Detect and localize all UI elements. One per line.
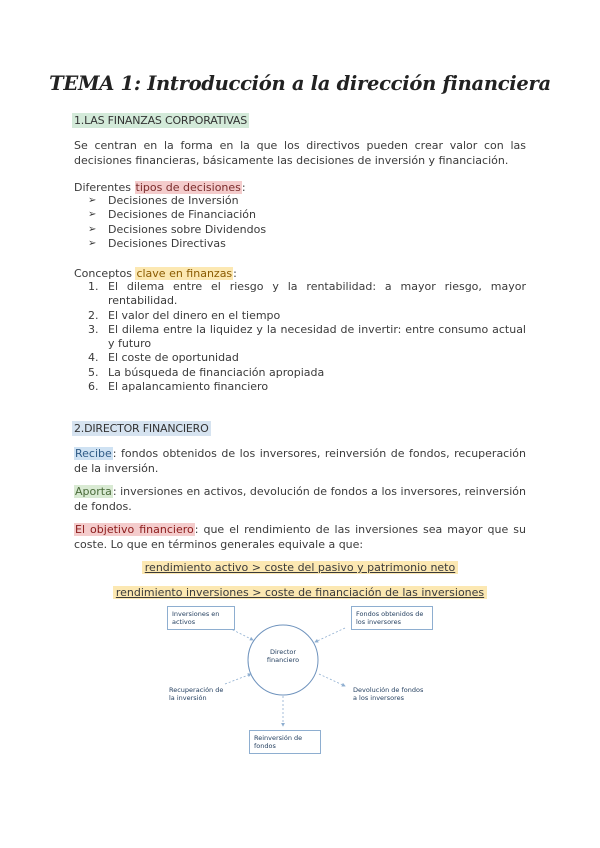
list-item-text: El coste de oportunidad: [108, 351, 239, 365]
list-number: 1.: [88, 280, 99, 293]
arrow-line: [319, 674, 345, 686]
list-number: 2.: [88, 308, 99, 322]
list-number: 6.: [88, 380, 99, 394]
list-item-text: El dilema entre el riesgo y la rentabilidad: a mayor riesgo, mayor rentabilidad.: [108, 280, 526, 308]
list-item: [88, 223, 266, 237]
arrow-bullet-icon: ➢: [88, 195, 97, 206]
list-item: [88, 380, 526, 394]
decisions-lead: [74, 180, 526, 195]
section-heading-director: 2.DIRECTOR FINANCIERO: [74, 422, 209, 435]
director-label-line1: Director: [269, 648, 297, 656]
intro-paragraph: Se centran en la forma en la que los directivos pueden crear valor con las decisiones financieras, básicamente las decisiones de inversión y financiación.: [74, 139, 526, 167]
formula-2: [0, 586, 600, 599]
list-item-text: El apalancamiento financiero: [108, 380, 269, 394]
list-item-text: Decisiones de Financiación: [108, 208, 256, 222]
list-number: 3.: [88, 322, 99, 336]
page-title: TEMA 1: Introducción a la dirección financiera: [49, 72, 551, 95]
concepts-lead-text: Conceptos: [74, 267, 136, 280]
concepts-highlight: clave en finanzas: [136, 267, 233, 280]
box-reinversion: Reinversión de fondos: [249, 730, 321, 754]
list-item-text: El dilema entre la liquidez y la necesidad de invertir: entre consumo actual y futuro: [108, 322, 526, 351]
label-devolucion: Devolución de fondos a los inversores: [353, 686, 424, 702]
label-recuperacion: Recuperación de la inversión: [169, 686, 224, 702]
list-item-text: La búsqueda de financiación apropiada: [108, 365, 325, 379]
list-item: [88, 237, 266, 251]
box-fondos-obtenidos: Fondos obtenidos de los inversores: [351, 606, 433, 630]
aporta-paragraph: [74, 484, 526, 514]
director-label: [255, 648, 311, 664]
formula-1: [0, 561, 600, 574]
box-inversiones-activos: Inversiones en activos: [167, 606, 235, 630]
arrow-line: [225, 674, 251, 684]
decisions-highlight: tipos de decisiones: [135, 181, 241, 194]
director-diagram: [155, 604, 435, 764]
objetivo-text: : que el rendimiento de las inversiones sea mayor que su coste. Lo que en términos generales equivale a que:: [74, 523, 526, 551]
recibe-paragraph: [74, 446, 526, 476]
concepts-list: [88, 280, 526, 394]
recibe-label: Recibe: [75, 447, 112, 460]
list-number: 4.: [88, 351, 99, 365]
list-item: [88, 309, 526, 323]
aporta-label: Aporta: [75, 485, 112, 498]
objetivo-paragraph: [74, 522, 526, 552]
list-item: [88, 366, 526, 380]
concepts-tail: :: [233, 267, 237, 280]
list-item: [88, 208, 266, 222]
list-item: [88, 351, 526, 365]
objetivo-label: El objetivo financiero: [75, 523, 194, 536]
list-item: [88, 323, 526, 352]
list-item-text: Decisiones de Inversión: [108, 194, 239, 207]
list-item-text: El valor del dinero en el tiempo: [108, 308, 281, 322]
list-number: 5.: [88, 365, 99, 379]
decisions-tail: :: [241, 181, 246, 194]
formula-2-text: rendimiento inversiones > coste de financiación de las inversiones: [113, 586, 487, 599]
arrow-bullet-icon: ➢: [88, 223, 97, 235]
arrow-bullet-icon: ➢: [88, 237, 97, 249]
section-heading-finanzas: 1.LAS FINANZAS CORPORATIVAS: [74, 114, 248, 127]
recibe-text: : fondos obtenidos de los inversores, reinversión de fondos, recuperación de la inversión.: [74, 447, 526, 475]
arrow-bullet-icon: ➢: [88, 209, 97, 221]
decisions-lead-text: Diferentes: [74, 181, 135, 194]
formula-1-text: rendimiento activo > coste del pasivo y patrimonio neto: [142, 561, 458, 574]
aporta-text: : inversiones en activos, devolución de fondos a los inversores, reinversión de fondos.: [74, 485, 526, 513]
decisions-list: [88, 194, 266, 251]
list-item: [88, 194, 266, 208]
concepts-lead: [74, 266, 526, 281]
director-label-line2: financiero: [266, 656, 300, 664]
list-item-text: Decisiones Directivas: [108, 236, 226, 250]
list-item: [88, 280, 526, 309]
list-item-text: Decisiones sobre Dividendos: [108, 222, 267, 236]
arrow-line: [315, 628, 345, 642]
